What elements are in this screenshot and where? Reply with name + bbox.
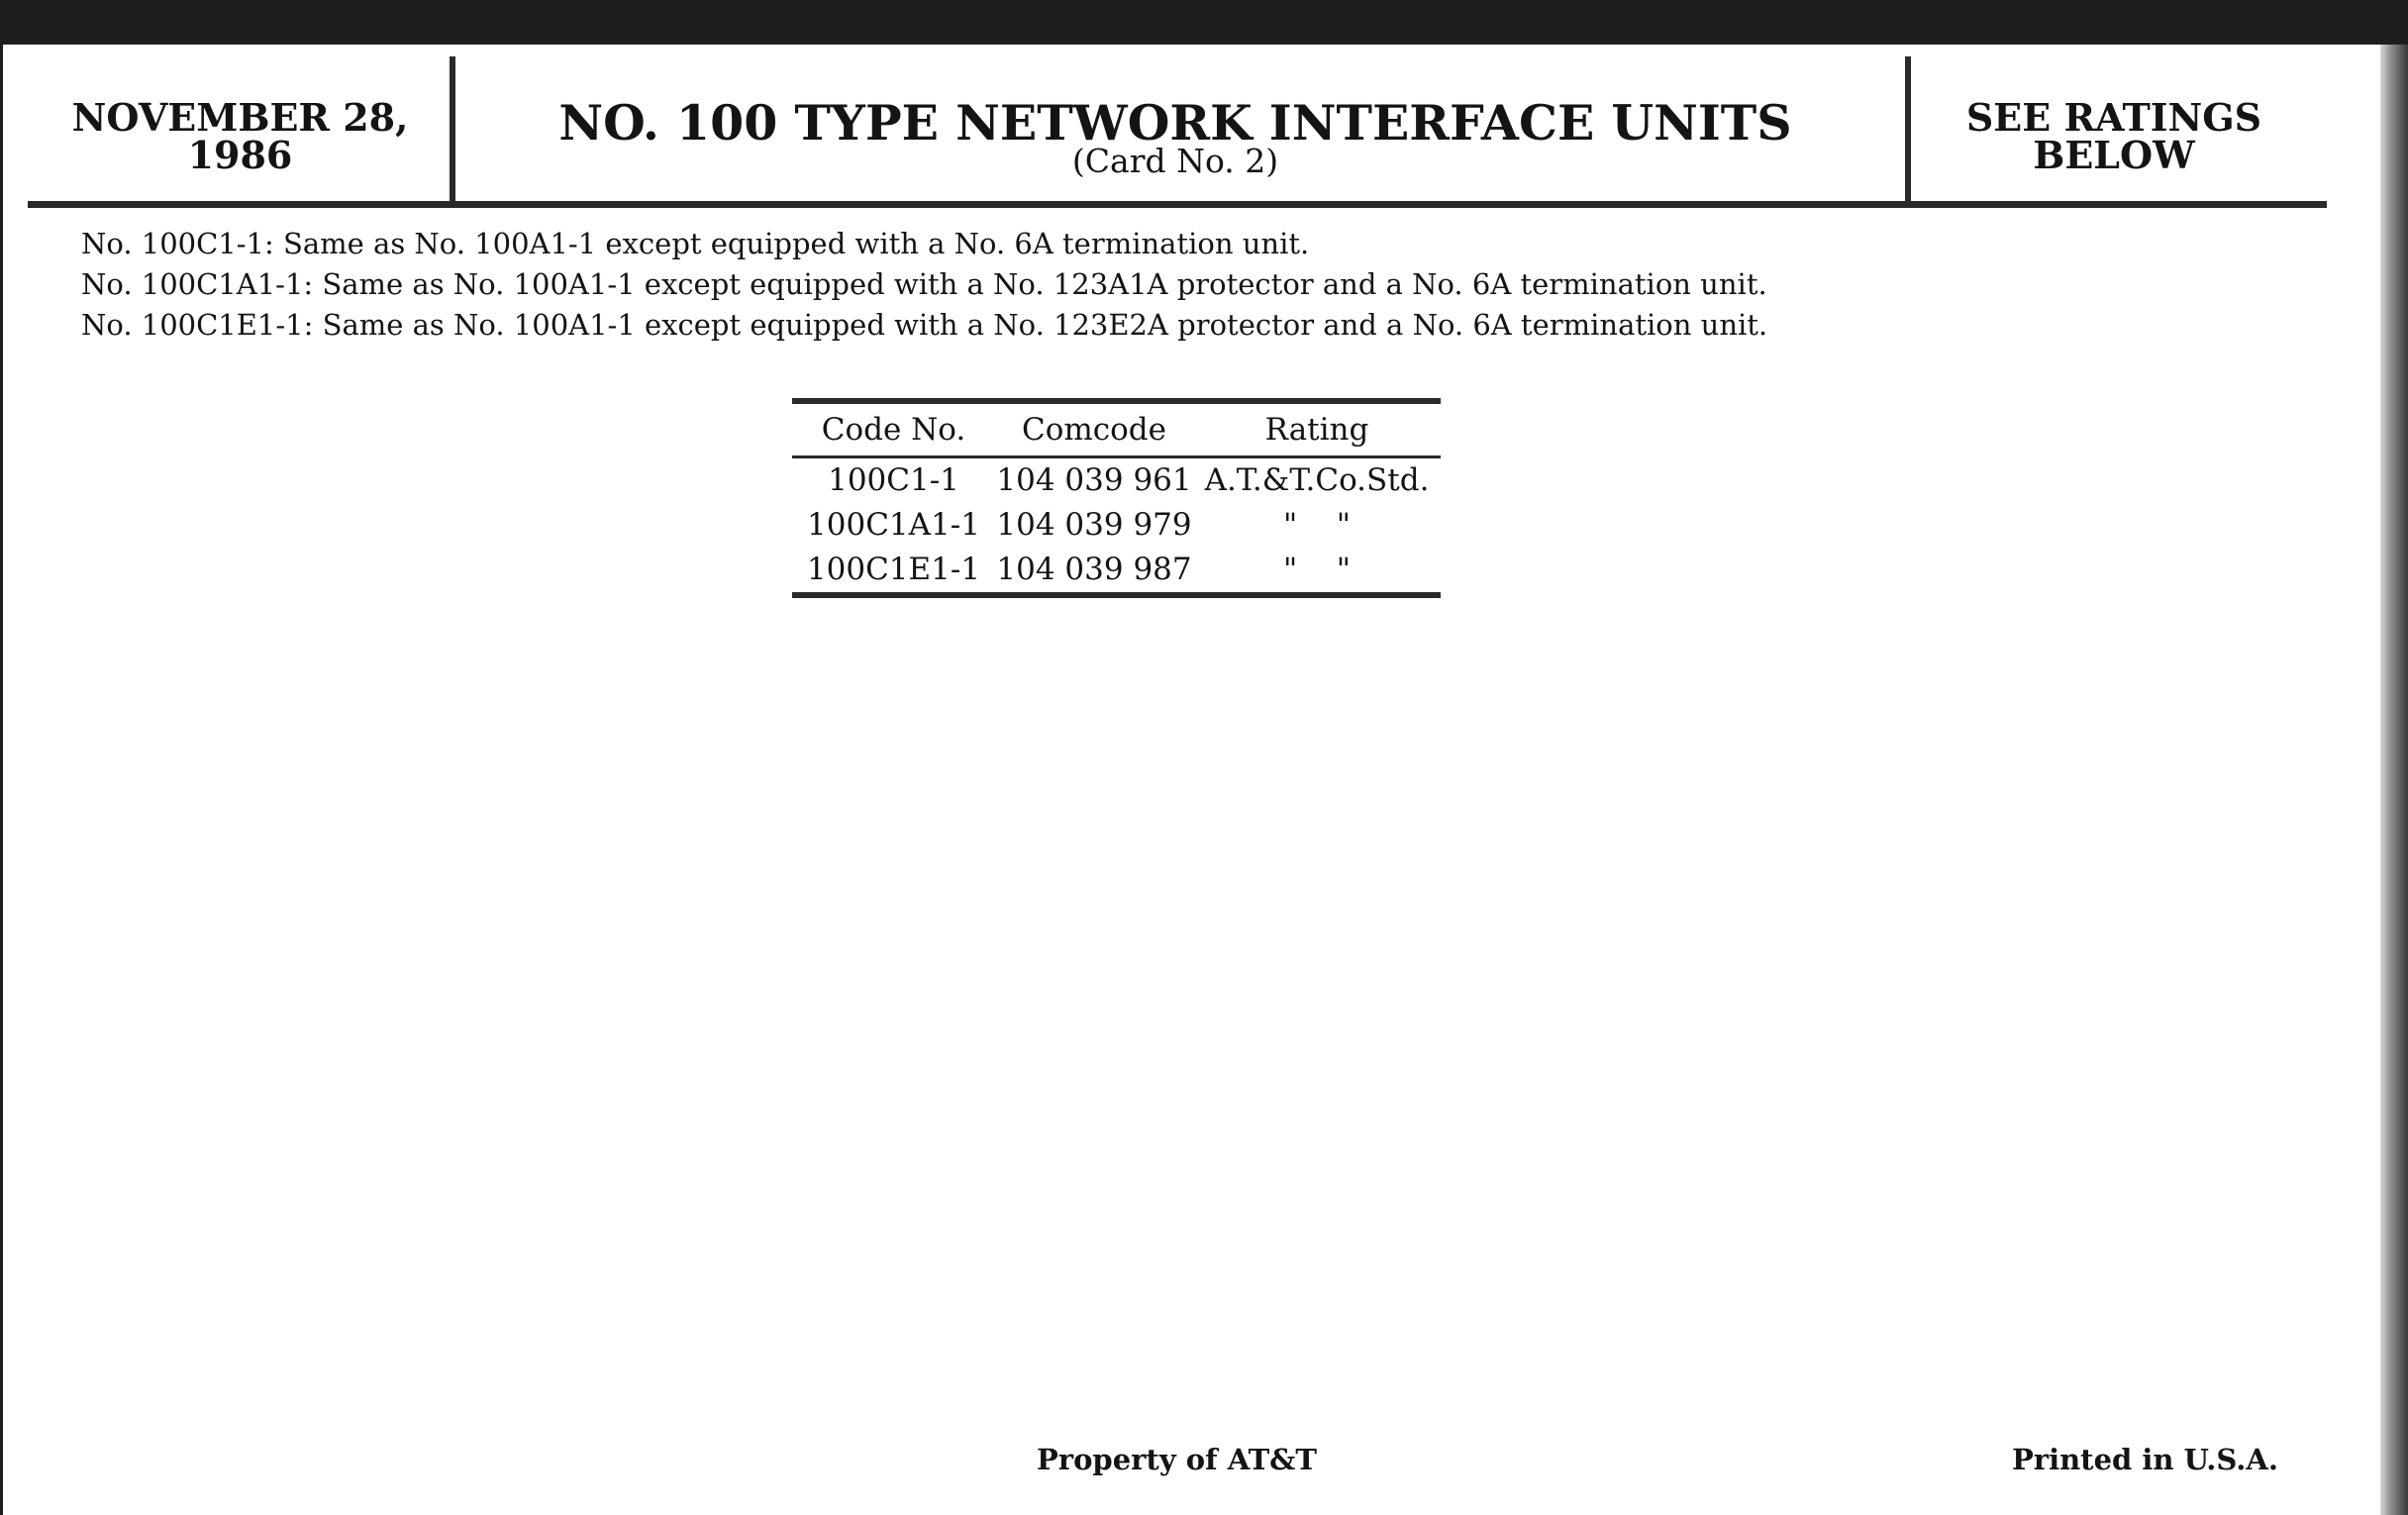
description-line: No. 100C1E1-1: Same as No. 100A1-1 except equipped with a No. 123E2A protector and a No. 6A termination unit. [81, 308, 1768, 342]
cell-comcode: 104 039 961 [996, 462, 1192, 498]
column-header-code: Code No. [821, 412, 966, 448]
header-divider-right [1905, 56, 1911, 204]
cell-code: 100C1-1 [828, 462, 959, 498]
card-title: NO. 100 TYPE NETWORK INTERFACE UNITS [558, 94, 1792, 152]
ratings-table [792, 398, 1441, 598]
description-line: No. 100C1-1: Same as No. 100A1-1 except equipped with a No. 6A termination unit. [81, 227, 1310, 260]
column-header-comcode: Comcode [1022, 412, 1166, 448]
description-list [81, 224, 2259, 346]
footer-printed: Printed in U.S.A. [2012, 1443, 2278, 1476]
cell-code: 100C1E1-1 [806, 552, 981, 587]
card-edge-shadow [2380, 45, 2408, 1515]
header-ratings-note: SEE RATINGS BELOW [1965, 95, 2262, 177]
cell-rating: A.T.&T.Co.Std. [1204, 462, 1430, 498]
column-header-rating: Rating [1264, 412, 1369, 448]
cell-code: 100C1A1-1 [807, 507, 980, 543]
table-row [792, 458, 1441, 503]
header-divider-left [450, 56, 455, 204]
table-row [792, 548, 1441, 592]
header-date: NOVEMBER 28, 1986 [71, 95, 409, 177]
cell-rating: " " [1283, 507, 1351, 543]
table-row [792, 503, 1441, 548]
card-subtitle: (Card No. 2) [1071, 142, 1279, 180]
cell-comcode: 104 039 987 [996, 552, 1192, 587]
table-bottom-rule [792, 592, 1441, 598]
header-rule [28, 201, 2327, 208]
cell-rating: " " [1283, 552, 1351, 587]
cell-comcode: 104 039 979 [996, 507, 1192, 543]
footer-property: Property of AT&T [1037, 1443, 1317, 1476]
table-header-row [792, 404, 1441, 455]
description-line: No. 100C1A1-1: Same as No. 100A1-1 except equipped with a No. 123A1A protector and a No. 6A termination unit. [81, 267, 1767, 301]
